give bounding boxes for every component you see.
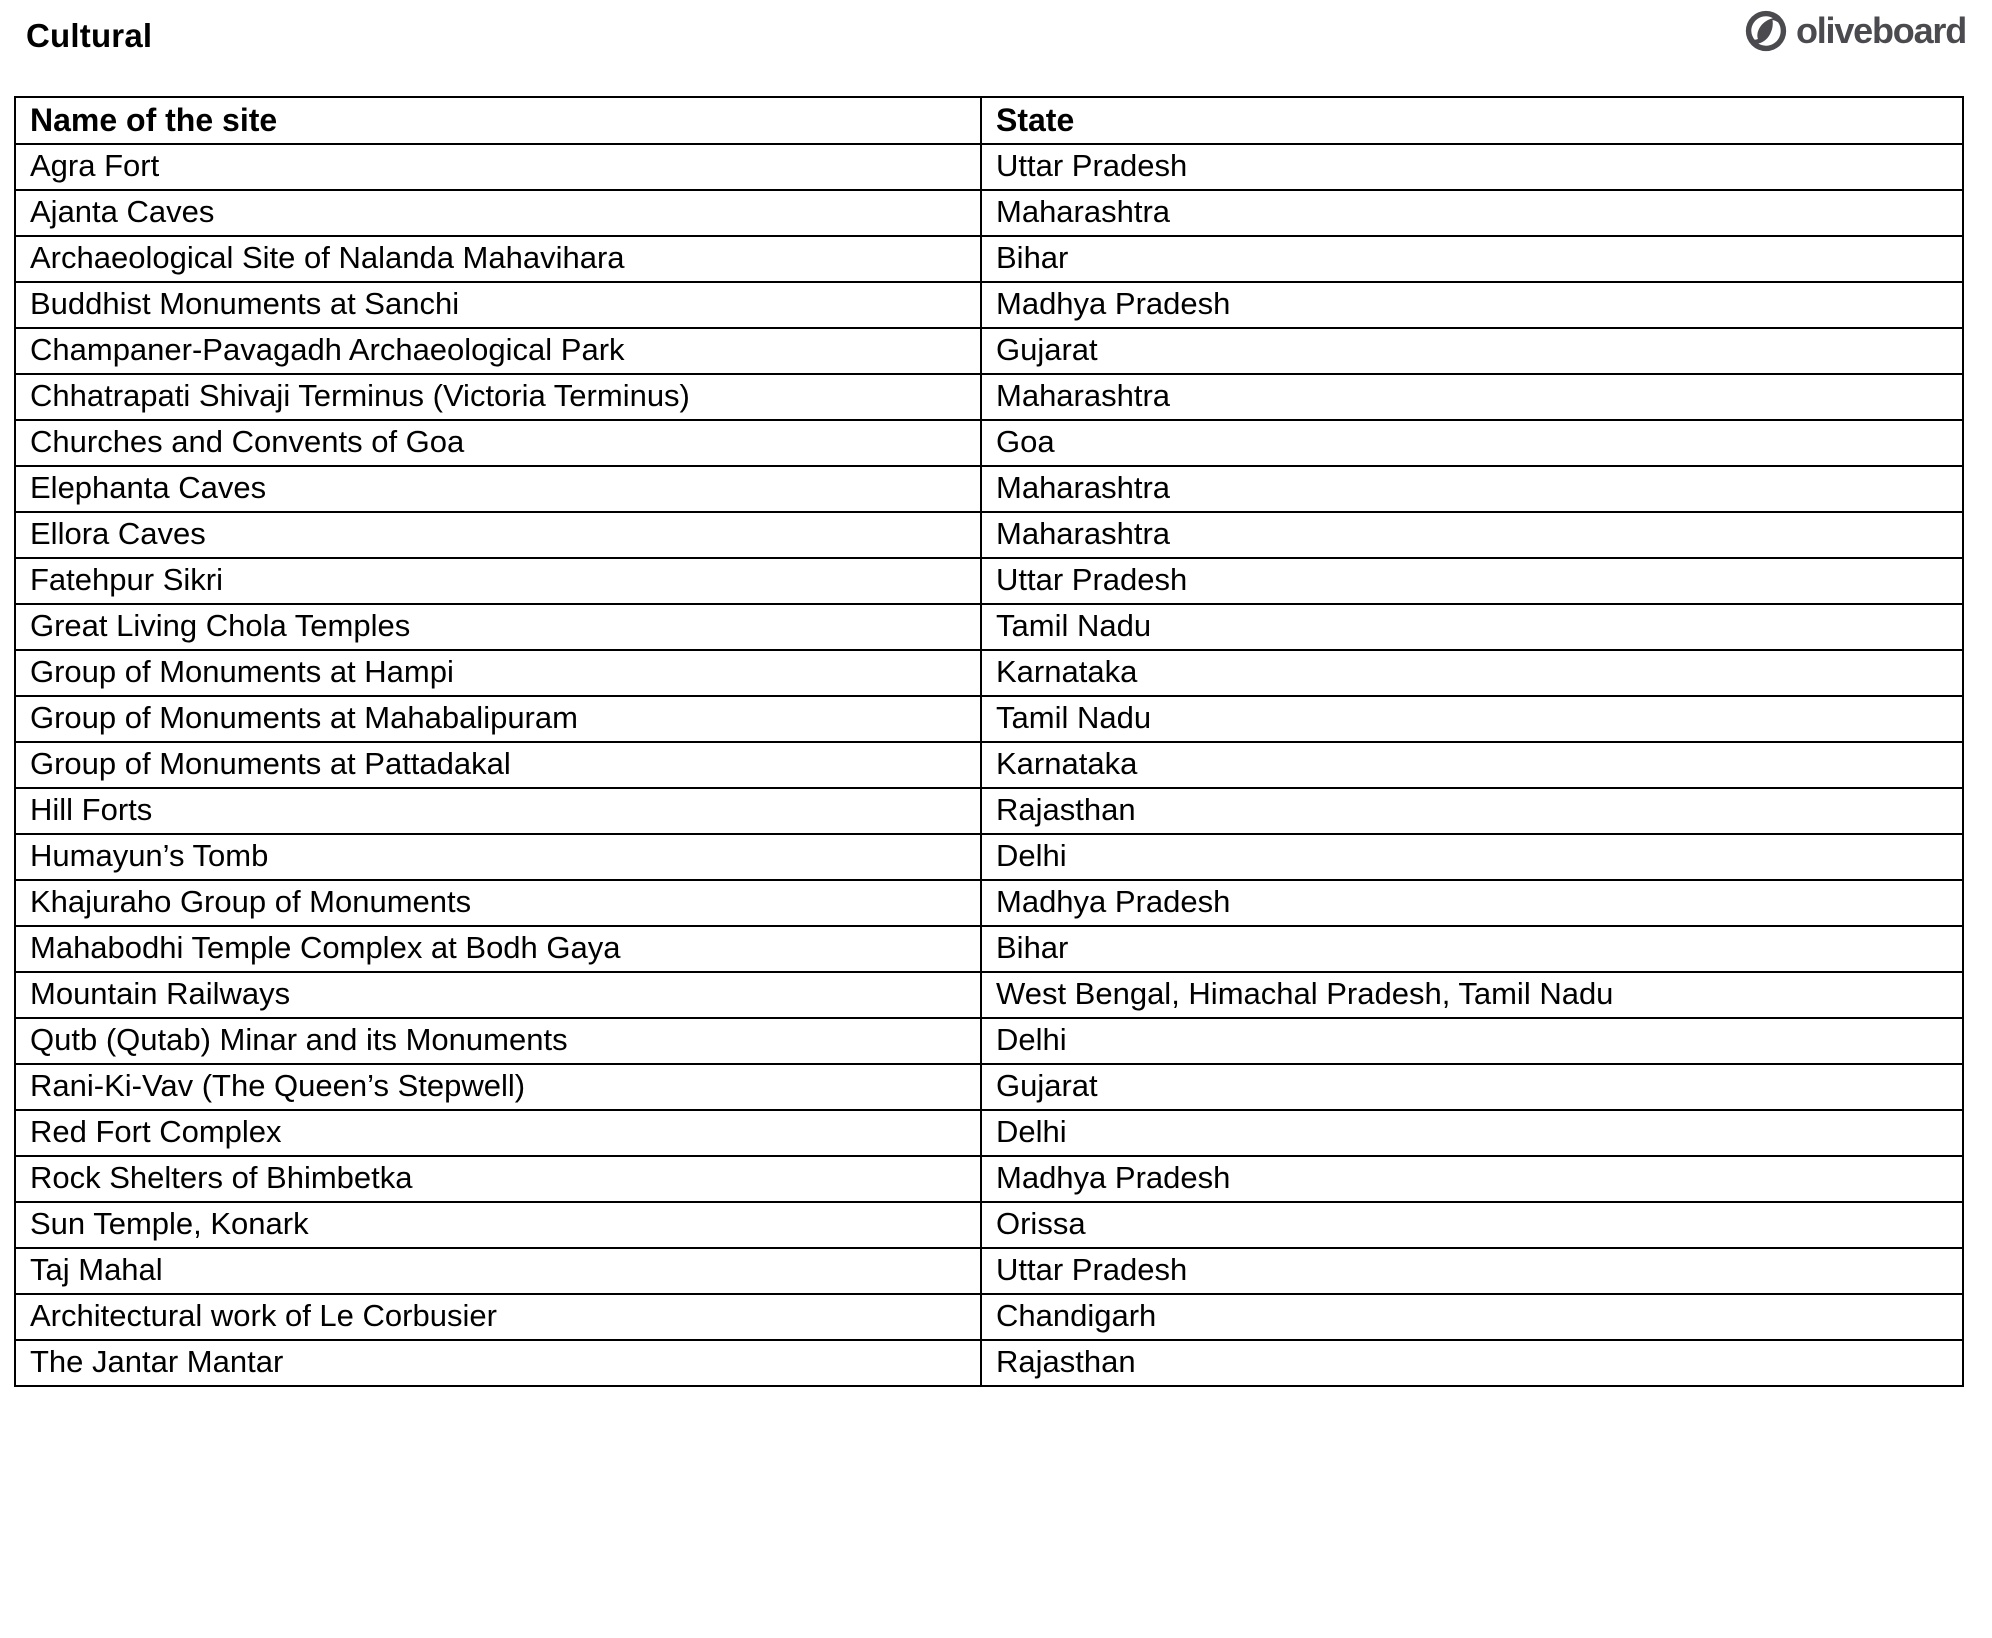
cell-state: Maharashtra — [981, 512, 1963, 558]
cell-site-name: Churches and Convents of Goa — [15, 420, 981, 466]
page-header — [0, 0, 1992, 78]
cell-state: Orissa — [981, 1202, 1963, 1248]
cell-state: Chandigarh — [981, 1294, 1963, 1340]
heritage-sites-table-container — [14, 96, 1962, 1387]
cell-site-name: Champaner-Pavagadh Archaeological Park — [15, 328, 981, 374]
cell-state: Gujarat — [981, 328, 1963, 374]
table-row — [15, 1294, 1963, 1340]
cell-state: Madhya Pradesh — [981, 880, 1963, 926]
cell-state: Uttar Pradesh — [981, 144, 1963, 190]
table-row — [15, 1340, 1963, 1386]
oliveboard-logo — [1745, 8, 1966, 54]
cell-site-name: The Jantar Mantar — [15, 1340, 981, 1386]
cell-state: Rajasthan — [981, 1340, 1963, 1386]
table-row — [15, 374, 1963, 420]
table-row — [15, 328, 1963, 374]
cell-state: Gujarat — [981, 1064, 1963, 1110]
table-row — [15, 742, 1963, 788]
cell-site-name: Mahabodhi Temple Complex at Bodh Gaya — [15, 926, 981, 972]
table-row — [15, 512, 1963, 558]
cell-site-name: Sun Temple, Konark — [15, 1202, 981, 1248]
table-row — [15, 604, 1963, 650]
cell-state: Uttar Pradesh — [981, 1248, 1963, 1294]
cell-state: Uttar Pradesh — [981, 558, 1963, 604]
cell-site-name: Humayun’s Tomb — [15, 834, 981, 880]
table-row — [15, 236, 1963, 282]
cell-site-name: Buddhist Monuments at Sanchi — [15, 282, 981, 328]
cell-site-name: Agra Fort — [15, 144, 981, 190]
cell-site-name: Group of Monuments at Pattadakal — [15, 742, 981, 788]
cell-state: Karnataka — [981, 742, 1963, 788]
cell-state: Tamil Nadu — [981, 604, 1963, 650]
cell-site-name: Taj Mahal — [15, 1248, 981, 1294]
cell-site-name: Mountain Railways — [15, 972, 981, 1018]
cell-state: Karnataka — [981, 650, 1963, 696]
heritage-sites-table — [14, 96, 1964, 1387]
cell-state: Rajasthan — [981, 788, 1963, 834]
cell-state: Maharashtra — [981, 374, 1963, 420]
cell-site-name: Architectural work of Le Corbusier — [15, 1294, 981, 1340]
column-header-site-name: Name of the site — [15, 97, 981, 144]
cell-site-name: Fatehpur Sikri — [15, 558, 981, 604]
cell-site-name: Group of Monuments at Mahabalipuram — [15, 696, 981, 742]
cell-state: Madhya Pradesh — [981, 282, 1963, 328]
cell-site-name: Ellora Caves — [15, 512, 981, 558]
table-row — [15, 558, 1963, 604]
cell-state: Goa — [981, 420, 1963, 466]
cell-site-name: Hill Forts — [15, 788, 981, 834]
cell-site-name: Rock Shelters of Bhimbetka — [15, 1156, 981, 1202]
table-row — [15, 1064, 1963, 1110]
table-row — [15, 696, 1963, 742]
table-header-row — [15, 97, 1963, 144]
page-title: Cultural — [26, 17, 153, 54]
cell-state: Madhya Pradesh — [981, 1156, 1963, 1202]
cell-state: Delhi — [981, 1018, 1963, 1064]
cell-state: Maharashtra — [981, 190, 1963, 236]
table-row — [15, 788, 1963, 834]
table-row — [15, 1018, 1963, 1064]
cell-site-name: Great Living Chola Temples — [15, 604, 981, 650]
cell-state: Delhi — [981, 834, 1963, 880]
table-row — [15, 466, 1963, 512]
cell-state: Bihar — [981, 926, 1963, 972]
table-row — [15, 144, 1963, 190]
table-row — [15, 1248, 1963, 1294]
table-row — [15, 1110, 1963, 1156]
cell-site-name: Group of Monuments at Hampi — [15, 650, 981, 696]
cell-state: Tamil Nadu — [981, 696, 1963, 742]
cell-site-name: Red Fort Complex — [15, 1110, 981, 1156]
cell-site-name: Ajanta Caves — [15, 190, 981, 236]
table-row — [15, 282, 1963, 328]
table-row — [15, 880, 1963, 926]
cell-state: West Bengal, Himachal Pradesh, Tamil Nadu — [981, 972, 1963, 1018]
cell-site-name: Rani-Ki-Vav (The Queen’s Stepwell) — [15, 1064, 981, 1110]
cell-site-name: Archaeological Site of Nalanda Mahavihara — [15, 236, 981, 282]
table-row — [15, 420, 1963, 466]
table-row — [15, 972, 1963, 1018]
table-row — [15, 1156, 1963, 1202]
oliveboard-leaf-circle-icon — [1745, 10, 1787, 52]
cell-site-name: Khajuraho Group of Monuments — [15, 880, 981, 926]
cell-site-name: Qutb (Qutab) Minar and its Monuments — [15, 1018, 981, 1064]
cell-state: Delhi — [981, 1110, 1963, 1156]
table-body — [15, 144, 1963, 1386]
column-header-state: State — [981, 97, 1963, 144]
cell-site-name: Chhatrapati Shivaji Terminus (Victoria Terminus) — [15, 374, 981, 420]
oliveboard-wordmark: oliveboard — [1795, 10, 1966, 51]
table-row — [15, 1202, 1963, 1248]
table-row — [15, 926, 1963, 972]
cell-state: Maharashtra — [981, 466, 1963, 512]
table-row — [15, 834, 1963, 880]
cell-state: Bihar — [981, 236, 1963, 282]
table-row — [15, 190, 1963, 236]
cell-site-name: Elephanta Caves — [15, 466, 981, 512]
table-row — [15, 650, 1963, 696]
